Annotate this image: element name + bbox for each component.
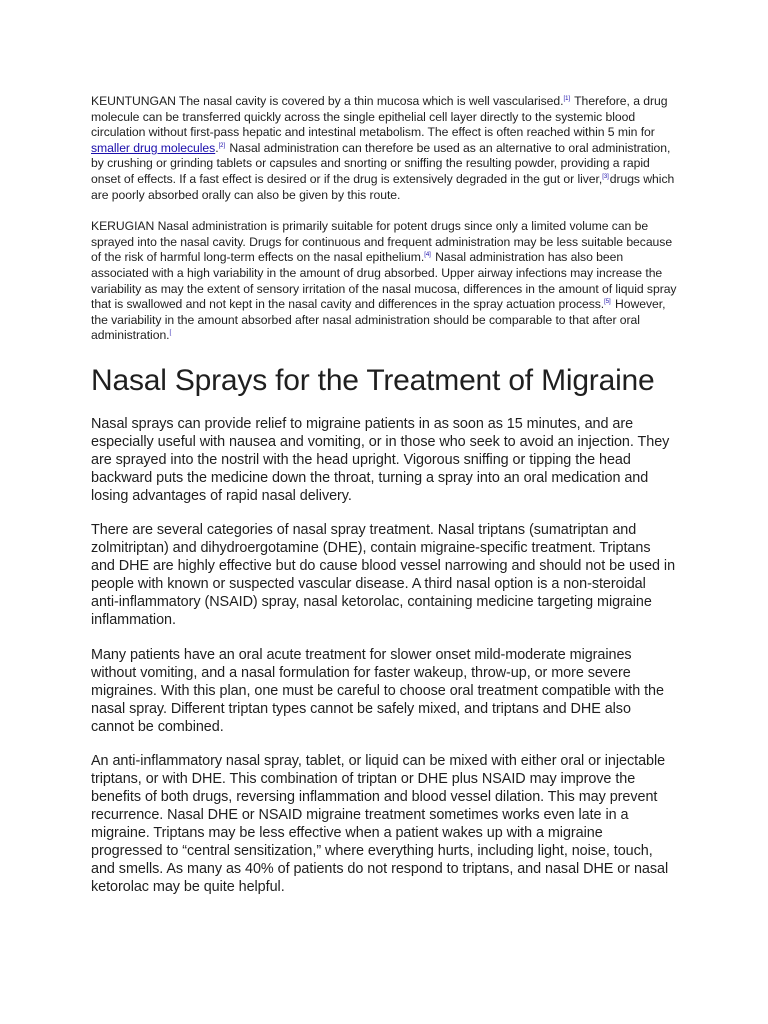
keuntungan-text-1: KEUNTUNGAN The nasal cavity is covered by a thin mucosa which is well vascularised.	[91, 94, 564, 108]
kerugian-paragraph	[91, 219, 677, 344]
reference-4-link[interactable]: [4]	[424, 252, 431, 259]
section-title: Nasal Sprays for the Treatment of Migraine	[91, 363, 655, 397]
keuntungan-paragraph	[91, 94, 677, 203]
reference-6-link[interactable]: [	[169, 330, 172, 337]
keuntungan-text-3: .	[215, 140, 219, 155]
document-page	[91, 94, 677, 914]
reference-2-link[interactable]: [2]	[218, 142, 226, 149]
paragraph-anti-inflammatory: An anti-inflammatory nasal spray, tablet, or liquid can be mixed with either oral or injectable triptans, or with DHE. This combination of triptan or DHE plus NSAID may improve the benefits of both drugs, reversing inflammation and blood vessel dilation. This may prevent recurrence. Nasal DHE or NSAID migraine treatment sometimes works even late in a migraine. Triptans may be less effective when a patient wakes up with a migraine progressed to “central sensitization,” where everything hurts, including light, noise, touch, and smells. As many as 40% of patients do not respond to triptans, and nasal DHE or nasal ketorolac may be quite helpful.	[91, 753, 669, 895]
kerugian-text-2: Nasal administration has also been associated with a high variability in the amount of drug absorbed. Upper airway infections may increase the variability as may the extent of sensory irritation of the nasal mucosa, differences in the amount of liquid spray that is swallowed and not kept in the nasal cavity and differences in the spray actuation process.	[91, 250, 677, 312]
kerugian-text-1: KERUGIAN Nasal administration is primarily suitable for potent drugs since only a limited volume can be sprayed into the nasal cavity. Drugs for continuous and frequent administration may be less suitable because of the risk of harmful long-term effects on the nasal epithelium.	[91, 219, 673, 265]
paragraph-categories: There are several categories of nasal spray treatment. Nasal triptans (sumatriptan and zolmitriptan) and dihydroergotamine (DHE), contain migraine-specific treatment. Triptans and DHE are highly effective but do cause blood vessel narrowing and should not be used in people with known or suspected vascular disease. A third nasal option is a non-steroidal anti-inflammatory (NSAID) spray, nasal ketorolac, containing medicine targeting migraine inflammation.	[91, 522, 676, 628]
reference-5-link[interactable]: [5]	[604, 299, 611, 306]
keuntungan-text-5: drugs which are poorly absorbed orally can also be given by this route.	[91, 171, 675, 202]
paragraph-combination-plan: Many patients have an oral acute treatment for slower onset mild-moderate migraines without vomiting, and a nasal formulation for faster wakeup, throw-up, or more severe migraines. With this plan, one must be careful to choose oral treatment compatible with the nasal spray. Different triptan types cannot be safely mixed, and triptans and DHE also cannot be combined.	[91, 646, 664, 735]
keuntungan-text-4: Nasal administration can therefore be used as an alternative to oral administration, by crushing or grinding tablets or capsules and snorting or sniffing the resulting powder, providing a rapid onset of effects. If a fast effect is desired or if the drug is extensively degraded in the gut or liver,	[91, 140, 671, 186]
paragraph-intro: Nasal sprays can provide relief to migraine patients in as soon as 15 minutes, and are especially useful with nausea and vomiting, or in those who seek to avoid an injection. They are sprayed into the nostril with the head upright. Vigorous sniffing or tipping the head backward puts the medicine down the throat, turning a spray into an oral medication and losing advantages of rapid nasal delivery.	[91, 415, 670, 504]
kerugian-text-3: However, the variability in the amount absorbed after nasal administration should be comparable to that after oral administration.	[91, 297, 666, 343]
smaller-drug-molecules-link[interactable]: smaller drug molecules	[91, 140, 216, 155]
keuntungan-text-2: Therefore, a drug molecule can be transferred quickly across the single epithelial cell layer directly to the systemic blood circulation without first-pass hepatic and intestinal metabolism. The effect is often reached within 5 min for	[91, 94, 668, 140]
reference-1-link[interactable]: [1]	[563, 96, 571, 102]
reference-3-link[interactable]: [3]	[602, 173, 609, 180]
